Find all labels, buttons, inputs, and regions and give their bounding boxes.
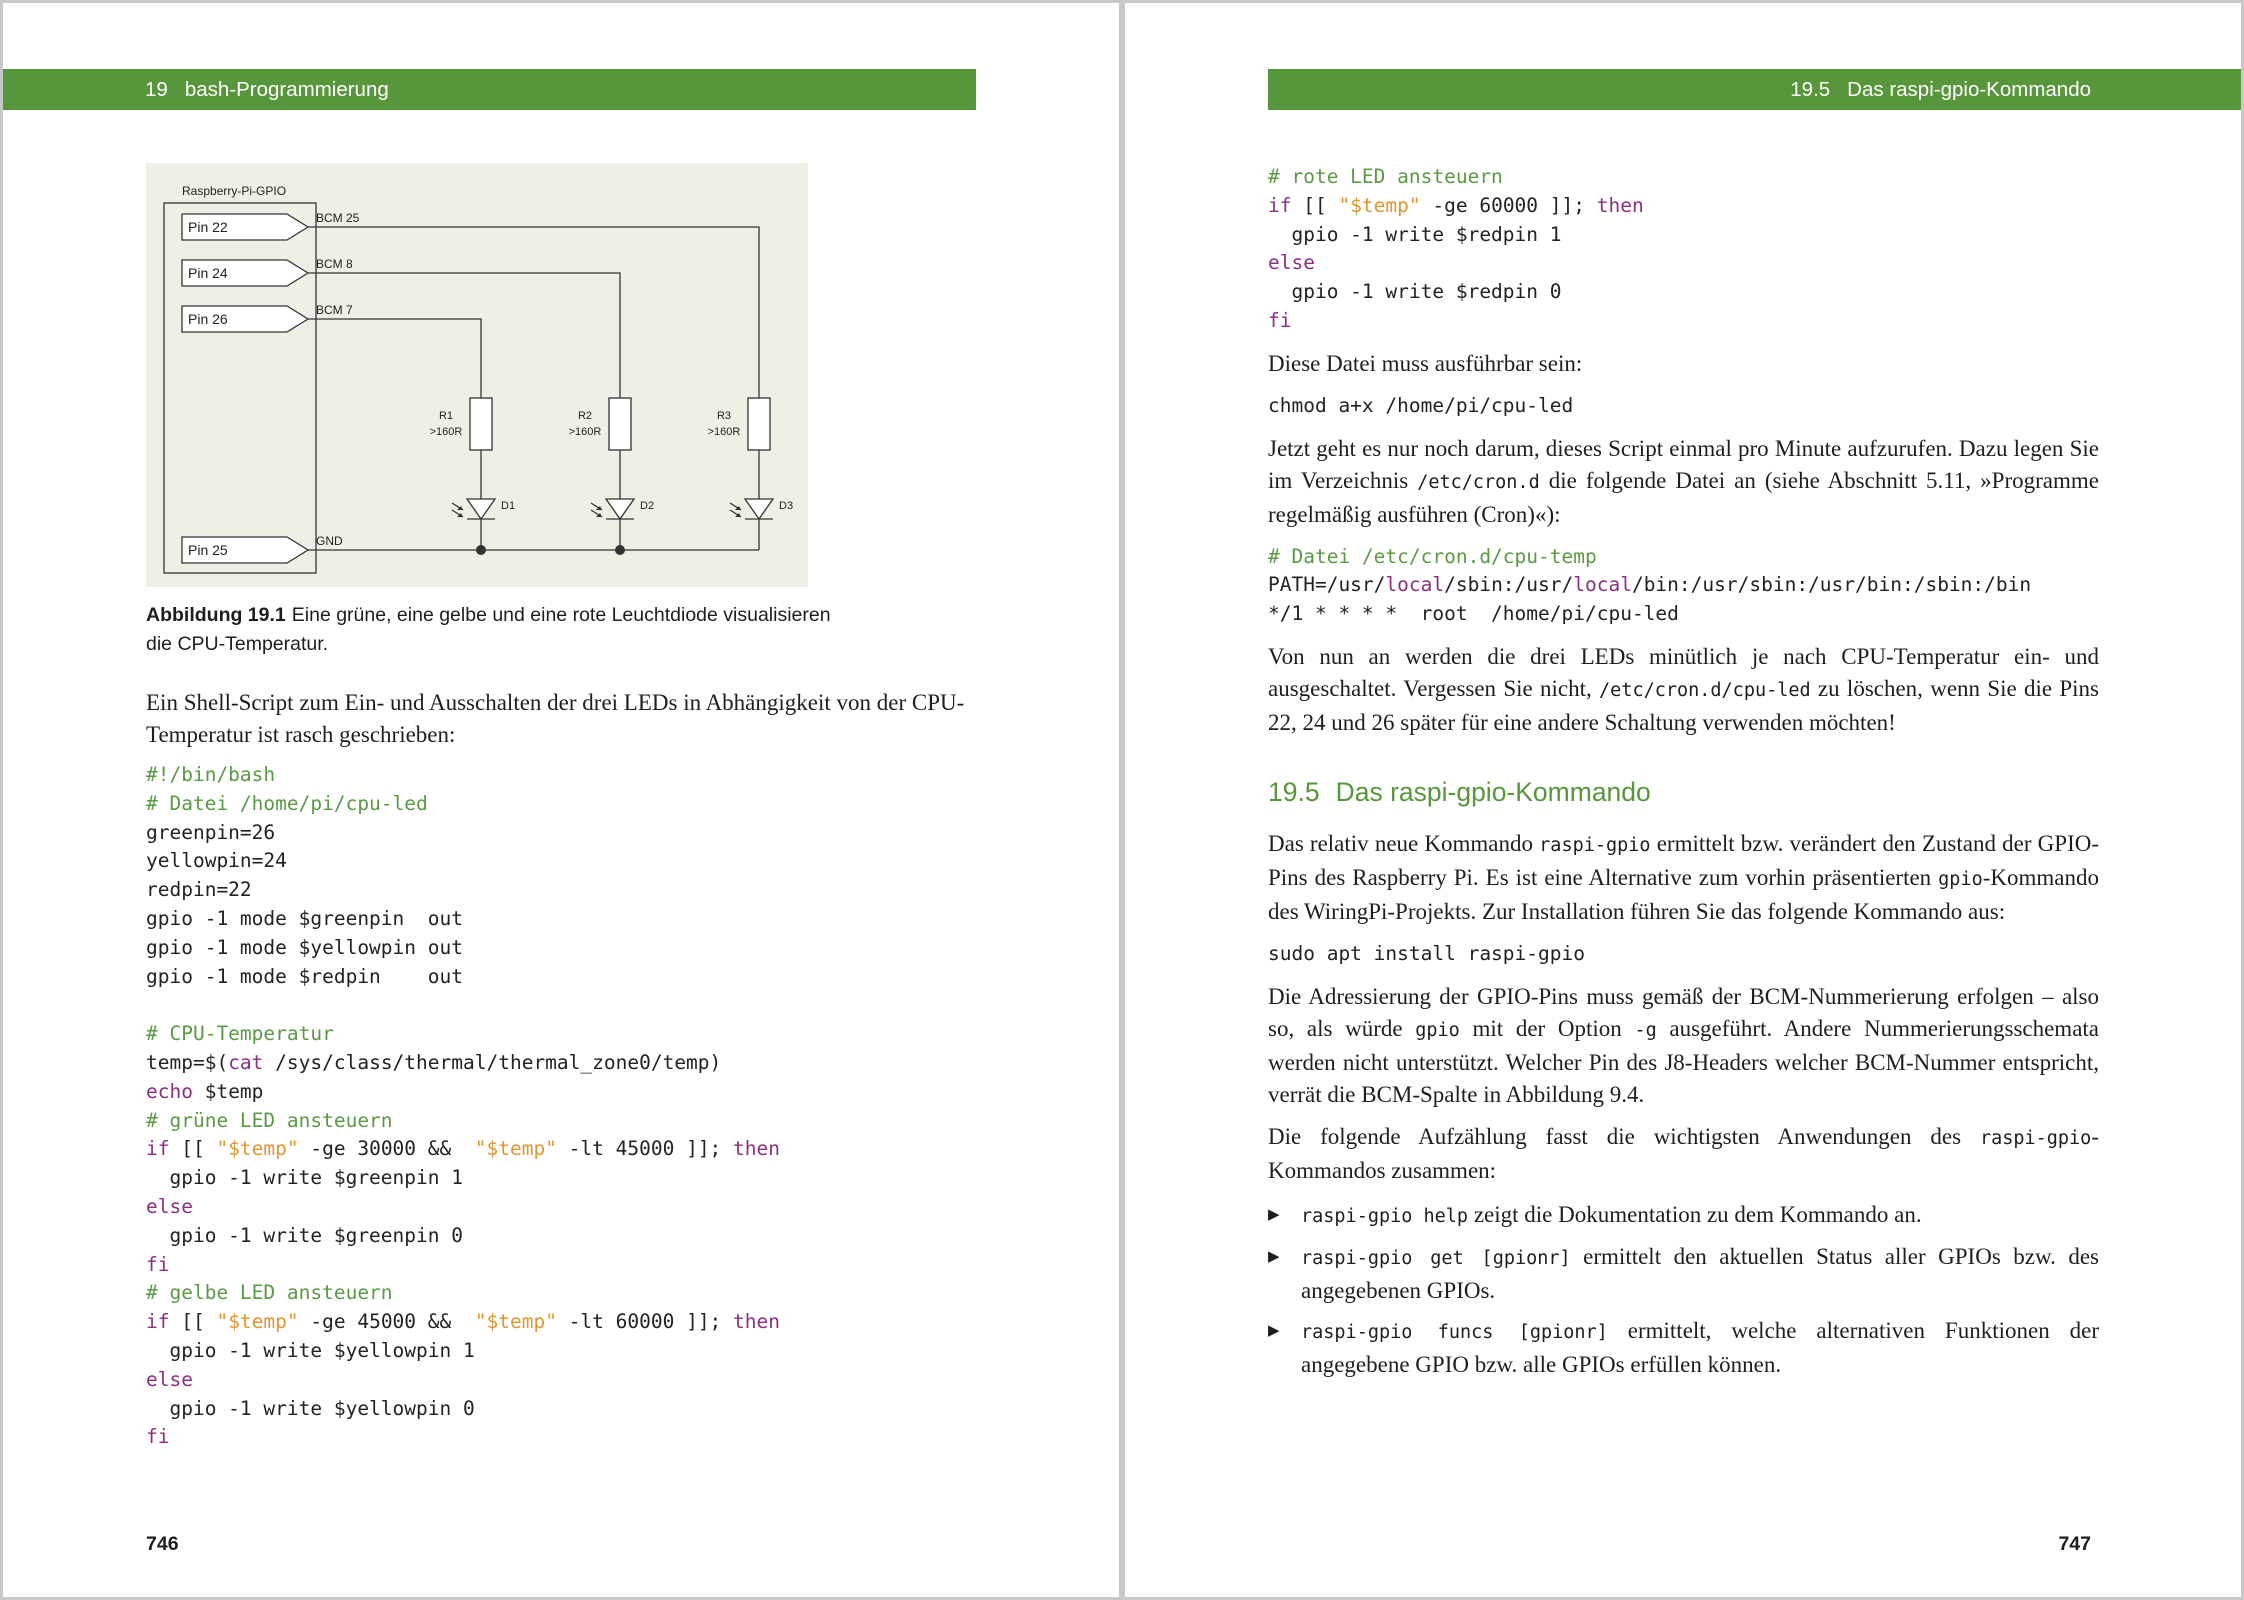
code-line: fi (1268, 308, 1292, 332)
caption-label: Abbildung 19.1 (146, 604, 286, 626)
bullet-triangle-icon: ▶ (1268, 1248, 1280, 1265)
chapter-title: bash-Programmierung (184, 78, 389, 101)
code-line: yellowpin=24 (146, 849, 287, 873)
list-item-code: raspi-gpio get [gpionr] (1301, 1247, 1571, 1269)
circuit-svg (146, 163, 808, 587)
cron-dir-code: /etc/cron.d (1417, 471, 1540, 493)
caption-line-2: die CPU-Temperatur. (146, 633, 329, 655)
diode-label-2: D2 (640, 500, 655, 512)
list-item-text: ermittelt, welche alternativen Funktionen der angegebene GPIO bzw. alle GPIOs erfüllen können. (1301, 1317, 2099, 1377)
intro-line-2: Temperatur ist rasch geschrieben: (146, 722, 456, 747)
option-g-code: -g (1634, 1019, 1657, 1041)
running-header (1268, 69, 2241, 110)
summary-text-2: -Kommandos zusammen: (1268, 1123, 2099, 1183)
diode-label-3: D3 (779, 500, 794, 512)
chmod-command: chmod a+x /home/pi/cpu-led (1268, 393, 1574, 417)
code-line: if [[ "$temp" -ge 45000 && "$temp" -lt 60000 ]]; then (146, 1310, 781, 1334)
command-list (1268, 1199, 2099, 1381)
code-line: temp=$(cat /sys/class/thermal/thermal_zone0/temp) (146, 1050, 722, 1074)
resistor-name-2: R2 (577, 410, 593, 422)
code-line: gpio -1 mode $redpin out (146, 964, 463, 988)
resistor-value-2: >160R (568, 426, 602, 438)
minutely-text-1: Von nun an werden die drei LEDs minütlich je nach CPU-Temperatur ein- und ausgeschaltet. Vergessen Sie nicht, (1268, 643, 2099, 701)
chapter-number: 19 (145, 78, 168, 101)
code-line: gpio -1 write $redpin 0 (1268, 280, 1562, 304)
code-line: greenpin=26 (146, 820, 276, 844)
code-line: gpio -1 write $yellowpin 0 (146, 1396, 475, 1420)
intro-paragraph (146, 687, 986, 751)
resistor-value-3: >160R (707, 426, 741, 438)
circuit-diagram (146, 163, 808, 587)
pin-label-2: Pin 24 (188, 265, 228, 281)
intro-text-1: Das relativ neue Kommando (1268, 830, 1540, 856)
resistor-value-1: >160R (429, 426, 463, 438)
pin-label-1: Pin 22 (188, 219, 228, 235)
cron-paragraph (1268, 433, 2099, 531)
code-line: # Datei /etc/cron.d/cpu-temp (1268, 544, 1597, 568)
code-line: # rote LED ansteuern (1268, 165, 1503, 188)
list-item-code: raspi-gpio help (1301, 1205, 1469, 1227)
pin-label-3: Pin 26 (188, 311, 228, 327)
signal-label-1: BCM 25 (316, 211, 360, 225)
section-number: 19.5 (1268, 776, 1320, 807)
code-line: gpio -1 write $yellowpin 1 (146, 1338, 475, 1362)
pin-label-4: Pin 25 (188, 542, 228, 558)
resistor-name-1: R1 (438, 410, 454, 422)
left-page (3, 3, 1119, 1597)
raspi-gpio-code: raspi-gpio (1539, 834, 1651, 856)
code-line: gpio -1 mode $yellowpin out (146, 935, 463, 959)
code-line (146, 991, 986, 1020)
cron-file-code: /etc/cron.d/cpu-led (1599, 679, 1811, 701)
list-item (1268, 1241, 2099, 1307)
section-heading (1268, 777, 2099, 808)
section-title: Das raspi-gpio-Kommando (1335, 776, 1651, 807)
code-line: gpio -1 mode $greenpin out (146, 906, 463, 930)
diode-label-1: D1 (501, 500, 516, 512)
minutely-text-2: zu löschen, wenn Sie die Pins 22, 24 und 26 später für eine andere Schaltung verwenden möchten! (1268, 675, 2099, 735)
addressing-text-1: Die Adressierung der GPIO-Pins muss gemäß der BCM-Nummerierung erfolgen – also so, als würde (1268, 983, 2099, 1041)
code-line: fi (146, 1425, 170, 1449)
list-item-code: raspi-gpio funcs [gpionr] (1301, 1321, 1608, 1343)
code-line: redpin=22 (146, 878, 252, 902)
board-label: Raspberry-Pi-GPIO (182, 184, 287, 198)
install-command: sudo apt install raspi-gpio (1268, 941, 1585, 965)
running-header (3, 69, 976, 110)
header-section-number: 19.5 (1790, 78, 1831, 101)
code-line: else (146, 1367, 193, 1391)
code-line: # CPU-Temperatur (146, 1022, 334, 1046)
bullet-triangle-icon: ▶ (1268, 1206, 1280, 1223)
code-line: #!/bin/bash (146, 763, 276, 786)
code-line: fi (146, 1252, 170, 1276)
summary-text-1: Die folgende Aufzählung fasst die wichtigsten Anwendungen des (1268, 1123, 1980, 1149)
code-line: PATH=/usr/local/sbin:/usr/local/bin:/usr/sbin:/usr/bin:/sbin:/bin (1268, 573, 2032, 597)
code-line: else (1268, 251, 1315, 275)
page-number: 747 (2058, 1533, 2091, 1555)
raspi-gpio-intro-paragraph (1268, 828, 2099, 928)
code-line: gpio -1 write $redpin 1 (1268, 222, 1562, 246)
code-line: gpio -1 write $greenpin 0 (146, 1223, 463, 1247)
code-line: if [[ "$temp" -ge 30000 && "$temp" -lt 45000 ]]; then (146, 1137, 781, 1161)
code-line: # grüne LED ansteuern (146, 1108, 393, 1132)
code-line: if [[ "$temp" -ge 60000 ]]; then (1268, 193, 1644, 217)
cron-code-block (1268, 543, 2099, 629)
addressing-paragraph (1268, 981, 2099, 1111)
code-line: */1 * * * * root /home/pi/cpu-led (1268, 602, 1679, 626)
list-item-text: ermittelt den aktuellen Status aller GPIOs bzw. des angegebenen GPIOs. (1301, 1243, 2099, 1303)
header-section-title: Das raspi-gpio-Kommando (1847, 78, 2091, 101)
gpio-code: gpio (1415, 1019, 1460, 1041)
list-item-text: zeigt die Dokumentation zu dem Kommando an. (1468, 1201, 1922, 1227)
minutely-paragraph (1268, 641, 2099, 739)
right-content (1268, 163, 2099, 1381)
cron-text-2: die folgende Datei an (siehe Abschnitt 5.11, »Programme regelmäßig ausführen (Cron)«): (1268, 467, 2099, 527)
intro-text-2: ermittelt bzw. verändert den Zustand der GPIO-Pins des Raspberry Pi. Es ist eine Alternative zum vorhin präsentierten (1268, 830, 2099, 890)
summary-paragraph (1268, 1121, 2099, 1187)
addressing-text-3: ausgeführt. Andere Nummerierungsschemata werden nicht unterstützt. Welcher Pin des J8-Headers welcher BCM-Nummer entspricht, verrät die BCM-Spalte in Abbildung 9.4. (1268, 1015, 2100, 1107)
code-line: gpio -1 write $greenpin 1 (146, 1166, 463, 1190)
intro-line-1: Ein Shell-Script zum Ein- und Ausschalten der drei LEDs in Abhängigkeit von der CPU- (146, 690, 965, 715)
bullet-triangle-icon: ▶ (1268, 1322, 1280, 1339)
cron-text-1: Jetzt geht es nur noch darum, dieses Script einmal pro Minute aufzurufen. Dazu legen Sie im Verzeichnis (1268, 435, 2099, 493)
raspi-gpio-code: raspi-gpio (1979, 1127, 2092, 1149)
figure-caption (146, 601, 866, 659)
executable-paragraph: Diese Datei muss ausführbar sein: (1268, 350, 1583, 376)
gpio-code: gpio (1938, 868, 1983, 890)
code-line: # gelbe LED ansteuern (146, 1281, 393, 1305)
resistor-name-3: R3 (716, 410, 732, 422)
list-item (1268, 1199, 2099, 1233)
intro-text-3: -Kommando des WiringPi-Projekts. Zur Installation führen Sie das folgende Kommando aus: (1268, 864, 2099, 924)
red-led-code-block (1268, 163, 2099, 336)
left-content (146, 163, 986, 1452)
list-item (1268, 1315, 2099, 1381)
addressing-text-2: mit der Option (1459, 1015, 1635, 1041)
signal-label-3: BCM 7 (316, 303, 353, 317)
code-line: echo $temp (146, 1079, 264, 1103)
page-number: 746 (146, 1533, 179, 1555)
script-code-block (146, 761, 986, 1452)
caption-line-1: Eine grüne, eine gelbe und eine rote Leuchtdiode visualisieren (291, 604, 831, 626)
signal-label-4: GND (316, 534, 343, 548)
code-line: # Datei /home/pi/cpu-led (146, 791, 428, 815)
signal-label-2: BCM 8 (316, 257, 353, 271)
right-page (1125, 3, 2241, 1597)
code-line: else (146, 1194, 193, 1218)
